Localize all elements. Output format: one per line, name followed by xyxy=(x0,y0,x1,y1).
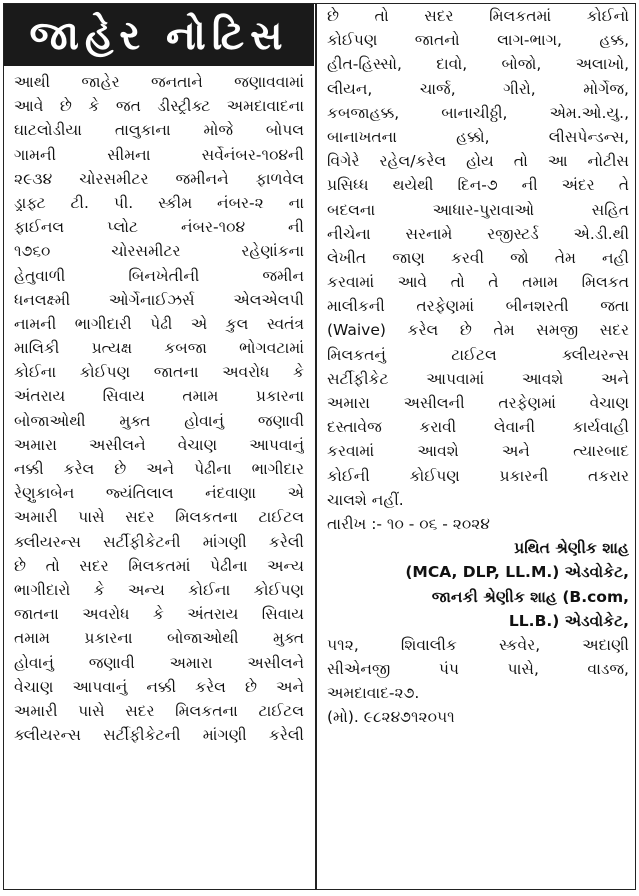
signature-line: LL.B.) એડવોકેટ, xyxy=(508,611,629,630)
phone-number: (મો). ૯૮૨૪૭૧૨૦૫૧ xyxy=(327,708,455,727)
text-line: માલિકી પ્રત્યક્ષ કબજા ભોગવટામાં xyxy=(14,339,304,358)
text-line: અંતરાય સિવાય તમામ પ્રકારના xyxy=(14,387,304,406)
text-line: કોઈપણ જાતનો લાગ-ભાગ, હક્ક, xyxy=(327,31,629,50)
text-line: પ્રસિધ્ધ થયેથી દિન-૭ ની અંદર તે xyxy=(327,176,629,195)
public-notice xyxy=(3,3,636,890)
text-line: મિલકતનું ટાઈટલ ક્લીયરન્સ xyxy=(327,345,629,364)
text-line: ભાગીદારો કે અન્ય કોઈના કોઈપણ xyxy=(14,580,304,599)
advocate-signature xyxy=(327,536,629,633)
text-line: હોવાનું જણાવી અમારા અસીલને xyxy=(14,653,304,672)
text-line: જાતના અવરોધ કે અંતરાય સિવાય xyxy=(14,605,304,624)
text-line: આથી જાહેર જનતાને જણાવવામાં xyxy=(14,73,304,91)
notice-title: જાહેર નોટિસ xyxy=(4,4,314,66)
text-line: અમારા અસીલને વેચાણ આપવાનું xyxy=(14,435,304,454)
text-line: (Waive) કરેલ છે તેમ સમજી સદર xyxy=(327,321,629,340)
text-line: ધનલક્ષ્મી ઓર્ગેનાઈઝર્સ એલએલપી xyxy=(14,290,304,309)
text-line: અમારી પાસે સદર મિલકતના ટાઈટલ xyxy=(14,701,304,720)
text-line: કોઈની કોઈપણ પ્રકારની તકરાર xyxy=(327,466,629,485)
text-line: તમામ પ્રકારના બોજાઓથી મુક્ત xyxy=(14,629,304,648)
text-line: રેણુકાબેન જ્યંતિલાલ નંદવાણા એ xyxy=(14,484,304,503)
signature-line: પ્રથિત શ્રેણીક શાહ xyxy=(514,539,629,558)
right-column-text xyxy=(327,4,629,512)
text-line: નામની ભાગીદારી પેઢી એ કુલ સ્વતંત્ર xyxy=(14,314,304,333)
text-line: હેતુવાળી બિનખેતીની જમીન xyxy=(14,266,304,285)
text-line: વેચાણ આપવાનું નક્કી કરેલ છે અને xyxy=(14,677,304,696)
right-column xyxy=(315,4,637,889)
text-line: ડ્રાફ્ટ ટી. પી. સ્કીમ નંબર-૨ ના xyxy=(14,193,304,212)
office-address xyxy=(327,633,629,706)
text-line: બોજાઓથી મુક્ત હોવાનું જણાવી xyxy=(14,411,304,430)
text-line: અમારા અસીલની તરફેણમાં વેચાણ xyxy=(327,394,629,412)
text-line: છે તો સદર મિલકતમાં પેઢીના અન્ય xyxy=(14,556,304,575)
text-line: ક્લીયરન્સ સર્ટીફીકેટની માંગણી કરેલી xyxy=(14,726,304,745)
text-line: છે તો સદર મિલકતમાં કોઈનો xyxy=(327,7,629,25)
text-line: અમારી પાસે સદર મિલકતના ટાઈટલ xyxy=(14,508,304,527)
text-line: આવે છે કે જત ડીસ્ટ્રીક્ટ અમદાવાદના xyxy=(14,97,304,116)
text-line: ૨૯૩૪ ચોરસમીટર જમીનને ફાળવેલ xyxy=(14,169,304,188)
address-line: સીએનજી પંપ પાસે, વાડજ, xyxy=(327,660,629,679)
signature-line: જાનકી શ્રેણીક શાહ (B.com, xyxy=(431,587,629,606)
text-line: કરવામાં આવે તો તે તમામ મિલકત xyxy=(327,273,629,292)
notice-date: તારીખ :- ૧૦ - ૦૬ - ૨૦૨૪ xyxy=(327,514,490,533)
text-line: બાનાખતના હક્કો, લીસપેન્ડન્સ, xyxy=(327,127,629,146)
left-column xyxy=(4,4,314,889)
left-column-text xyxy=(4,66,314,747)
address-line: અમદાવાદ-૨૭. xyxy=(327,684,420,703)
text-line: બદલના આધાર-પુરાવાઓ સહિત xyxy=(327,200,629,219)
address-line: ૫૧૨, શિવાલીક સ્કવેર, અદાણી xyxy=(327,635,629,654)
text-line: કોઈના કોઈપણ જાતના અવરોધ કે xyxy=(14,363,304,382)
text-line: ફાઈનલ પ્લોટ નંબર-૧૦૪ ની xyxy=(14,218,304,237)
text-line: માલીકની તરફેણમાં બીનશરતી જતા xyxy=(327,297,629,316)
text-line: ગામની સીમના સર્વેનંબર-૧૦૪ની xyxy=(14,145,304,164)
text-line: વિગેરે રહેલ/કરેલ હોય તો આ નોટીસ xyxy=(327,152,629,171)
text-line: લેખીત જાણ કરવી જો તેમ નહી xyxy=(327,248,629,267)
text-line: ક્લીયરન્સ સર્ટીફીકેટની માંગણી કરેલી xyxy=(14,532,304,551)
text-line: દસ્તાવેજ કરાવી લેવાની કાર્યવાહી xyxy=(327,418,629,437)
text-line: હીત-હિસ્સો, દાવો, બોજો, અલાખો, xyxy=(327,55,629,74)
text-line: કરવામાં આવશે અને ત્યારબાદ xyxy=(327,442,629,461)
text-line: લીયન, ચાર્જ, ગીરો, મોર્ગેજ, xyxy=(327,79,629,98)
text-line: ૧૭૬૦ ચોરસમીટર રહેણાંકના xyxy=(14,242,304,261)
text-line: ચાલશે નહીં. xyxy=(327,490,404,509)
text-line: ઘાટલોડીયા તાલુકાના મોજે બોપલ xyxy=(14,121,304,140)
text-line: સર્ટીફીકેટ આપવામાં આવશે અને xyxy=(327,369,629,388)
text-line: નક્કી કરેલ છે અને પેઢીના ભાગીદાર xyxy=(14,460,304,478)
signature-line: (MCA, DLP, LL.M.) એડવોકેટ, xyxy=(405,563,629,582)
text-line: નીચેના સરનામે રજીસ્ટર્ડ એ.ડી.થી xyxy=(327,224,629,243)
text-line: કબજાહક્ક, બાનાચીઠ્ઠી, એમ.ઓ.યુ., xyxy=(327,103,629,122)
